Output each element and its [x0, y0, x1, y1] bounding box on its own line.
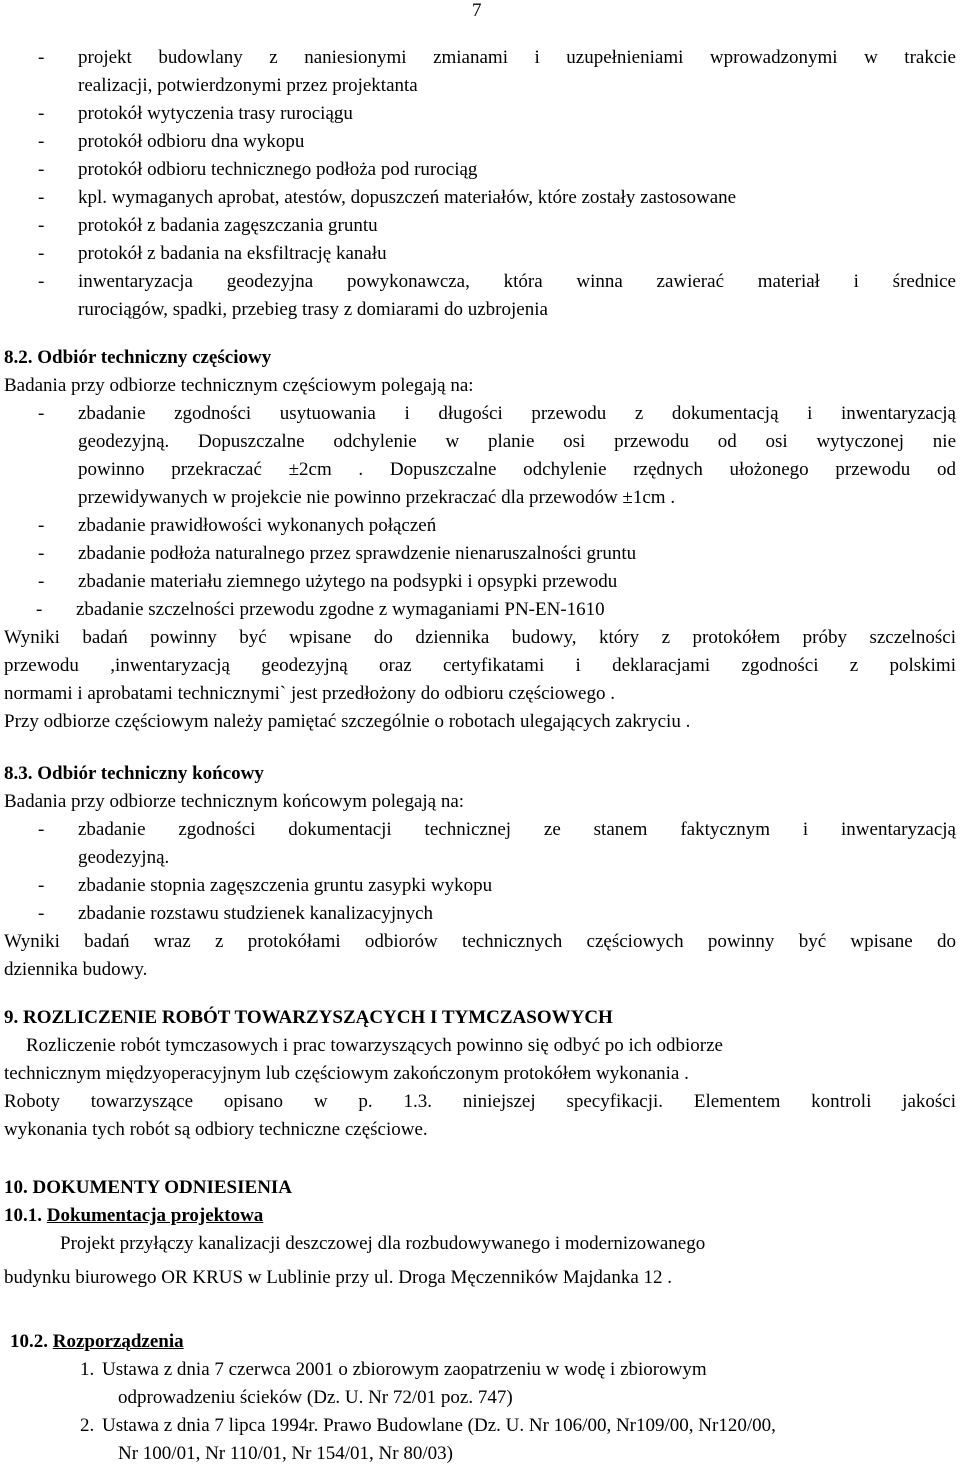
paragraph-line: budynku biurowego OR KRUS w Lublinie przy ul. Droga Męczenników Majdanka 12 .: [4, 1267, 673, 1288]
section-8-3: [4, 760, 956, 984]
list-item: geodezyjną.: [78, 847, 170, 868]
list-item: - zbadanie podłoża naturalnego przez sprawdzenie nienaruszalności gruntu: [38, 543, 637, 564]
section-heading: 10. DOKUMENTY ODNIESIENIA: [4, 1177, 293, 1198]
list-item: realizacji, potwierdzonymi przez projektanta: [78, 75, 418, 96]
paragraph-line: Wyniki badań powinny być wpisane do dziennika budowy, który z protokółem próby szczelności: [4, 627, 956, 648]
list-item: 2. Ustawa z dnia 7 lipca 1994r. Prawo Budowlane (Dz. U. Nr 106/00, Nr109/00, Nr120/00,: [80, 1415, 776, 1436]
section-8-2: [4, 344, 956, 736]
top-document-list: [4, 44, 956, 324]
page-number: 7: [472, 0, 482, 21]
list-item: - protokół z badania na eksfiltrację kanału: [38, 243, 387, 264]
list-item: - protokół odbioru technicznego podłoża pod rurociąg: [38, 159, 478, 180]
list-item: - protokół z badania zagęszczania gruntu: [38, 215, 378, 236]
paragraph-line: Wyniki badań wraz z protokółami odbiorów technicznych częściowych powinny być wpisane do: [4, 931, 956, 952]
list-item: - protokół wytyczenia trasy rurociągu: [38, 103, 353, 124]
section-9: [4, 1004, 956, 1144]
list-item: odprowadzeniu ścieków (Dz. U. Nr 72/01 poz. 747): [118, 1387, 513, 1408]
paragraph-line: Roboty towarzyszące opisano w p. 1.3. niniejszej specyfikacji. Elementem kontroli jakości: [4, 1091, 956, 1112]
section-heading: 9. ROZLICZENIE ROBÓT TOWARZYSZĄCYCH I TYMCZASOWYCH: [4, 1007, 613, 1028]
section-10: [4, 1174, 956, 1292]
list-item: rurociągów, spadki, przebieg trasy z domiarami do uzbrojenia: [78, 299, 548, 320]
list-item: - zbadanie stopnia zagęszczenia gruntu zasypki wykopu: [38, 875, 493, 896]
paragraph-line: Przy odbiorze częściowym należy pamiętać szczególnie o robotach ulegających zakryciu .: [4, 711, 691, 732]
paragraph-line: Projekt przyłączy kanalizacji deszczowej dla rozbudowywanego i modernizowanego: [60, 1233, 706, 1254]
paragraph-line: przewodu ,inwentaryzacją geodezyjną oraz certyfikatami i deklaracjami zgodności z polskimi: [4, 655, 956, 676]
section-intro: Badania przy odbiorze technicznym końcowym polegają na:: [4, 791, 465, 812]
list-item: 1. Ustawa z dnia 7 czerwca 2001 o zbiorowym zaopatrzeniu w wodę i zbiorowym: [80, 1359, 707, 1380]
paragraph-line: dziennika budowy.: [4, 959, 148, 980]
list-item: - protokół odbioru dna wykopu: [38, 131, 305, 152]
section-10-2: [4, 1328, 956, 1468]
subsection-heading: 10.2. Rozporządzenia: [10, 1331, 184, 1352]
list-item: powinno przekraczać ±2cm . Dopuszczalne odchylenie rzędnych ułożonego przewodu od: [78, 459, 956, 480]
paragraph-line: Rozliczenie robót tymczasowych i prac towarzyszących powinno się odbyć po ich odbiorze: [26, 1035, 723, 1056]
list-item: - zbadanie prawidłowości wykonanych połączeń: [38, 515, 437, 536]
paragraph-line: technicznym międzyoperacyjnym lub częściowym zakończonym protokółem wykonania .: [4, 1063, 689, 1084]
list-item: - zbadanie szczelności przewodu zgodne z wymaganiami PN-EN-1610: [36, 599, 605, 620]
list-item: - zbadanie zgodności usytuowania i długości przewodu z dokumentacją i inwentaryzacją: [38, 403, 956, 424]
list-item: Nr 100/01, Nr 110/01, Nr 154/01, Nr 80/03): [118, 1443, 453, 1464]
list-item: geodezyjną. Dopuszczalne odchylenie w planie osi przewodu od osi wytyczonej nie: [78, 431, 956, 452]
list-item: - kpl. wymaganych aprobat, atestów, dopuszczeń materiałów, które zostały zastosowane: [38, 187, 737, 208]
list-item: - zbadanie materiału ziemnego użytego na podsypki i opsypki przewodu: [38, 571, 618, 592]
paragraph-line: normami i aprobatami technicznymi` jest przedłożony do odbioru częściowego .: [4, 683, 615, 704]
list-item: przewidywanych w projekcie nie powinno przekraczać dla przewodów ±1cm .: [78, 487, 676, 508]
subsection-heading: 10.1. Dokumentacja projektowa: [4, 1205, 264, 1226]
list-item: - projekt budowlany z naniesionymi zmianami i uzupełnieniami wprowadzonymi w trakcie: [38, 47, 956, 68]
list-item: - zbadanie rozstawu studzienek kanalizacyjnych: [38, 903, 434, 924]
list-item: - inwentaryzacja geodezyjna powykonawcza, która winna zawierać materiał i średnice: [38, 271, 956, 292]
section-heading: 8.2. Odbiór techniczny częściowy: [4, 347, 272, 368]
paragraph-line: wykonania tych robót są odbiory techniczne częściowe.: [4, 1119, 428, 1140]
list-item: - zbadanie zgodności dokumentacji technicznej ze stanem faktycznym i inwentaryzacją: [38, 819, 956, 840]
section-heading: 8.3. Odbiór techniczny końcowy: [4, 763, 264, 784]
section-intro: Badania przy odbiorze technicznym częściowym polegają na:: [4, 375, 474, 396]
